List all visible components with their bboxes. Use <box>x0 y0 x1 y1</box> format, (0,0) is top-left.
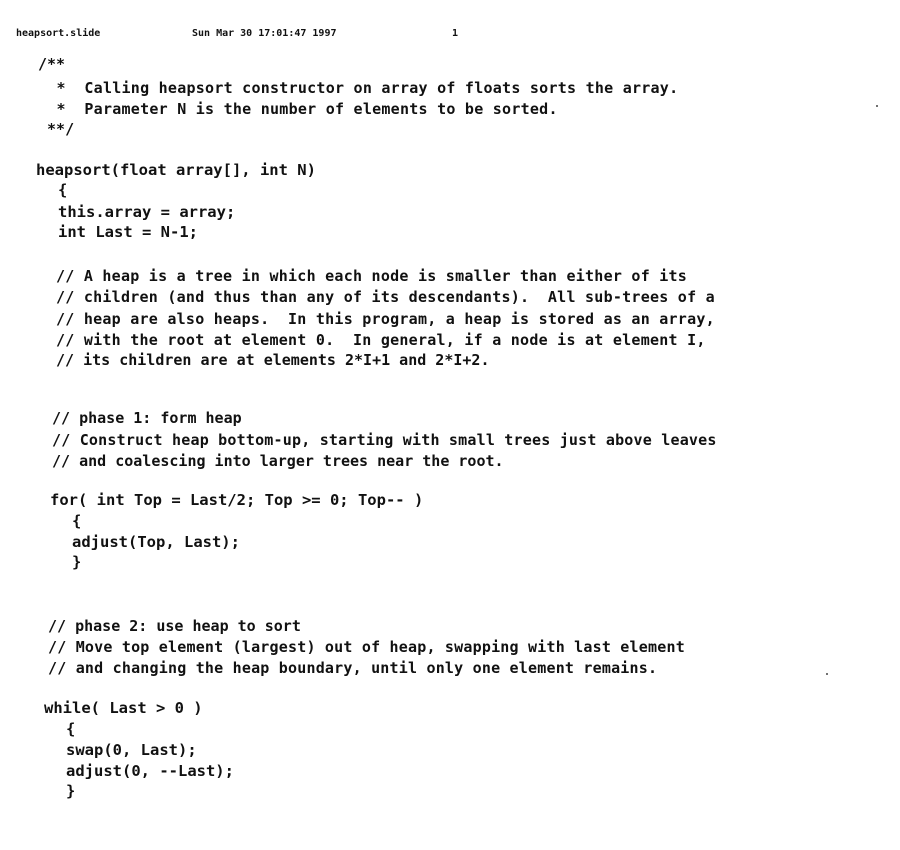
code-line: adjust(0, --Last); <box>66 762 234 780</box>
code-line: this.array = array; <box>58 203 236 221</box>
code-line: int Last = N-1; <box>58 223 198 241</box>
code-line: // phase 1: form heap <box>52 409 242 427</box>
code-line: * Parameter N is the number of elements to be sorted. <box>38 100 558 118</box>
scan-speck <box>876 105 878 107</box>
code-line: { <box>66 720 76 738</box>
code-line: adjust(Top, Last); <box>72 533 240 551</box>
code-line: for( int Top = Last/2; Top >= 0; Top-- ) <box>50 491 424 509</box>
code-line: // A heap is a tree in which each node is smaller than either of its <box>56 267 688 285</box>
code-line: // and coalescing into larger trees near the root. <box>52 452 504 470</box>
code-line: heapsort(float array[], int N) <box>36 161 316 179</box>
header-filename: heapsort.slide <box>16 28 101 39</box>
code-line: **/ <box>38 120 75 138</box>
code-line: swap(0, Last); <box>66 741 197 759</box>
code-line: // and changing the heap boundary, until only one element remains. <box>48 659 658 677</box>
code-line: // phase 2: use heap to sort <box>48 617 301 635</box>
code-line: { <box>58 181 68 199</box>
code-line: /** <box>38 55 66 73</box>
code-line: // Move top element (largest) out of heap, swapping with last element <box>48 638 685 656</box>
code-line: } <box>72 553 82 571</box>
code-line: while( Last > 0 ) <box>44 699 203 717</box>
code-line: // with the root at element 0. In general, if a node is at element I, <box>56 331 706 349</box>
code-line: // heap are also heaps. In this program, a heap is stored as an array, <box>56 310 715 328</box>
header-date: Sun Mar 30 17:01:47 1997 <box>192 28 337 39</box>
code-line: } <box>66 782 76 800</box>
scan-speck <box>826 673 828 675</box>
code-line: { <box>72 512 82 530</box>
code-line: // its children are at elements 2*I+1 and 2*I+2. <box>56 351 490 369</box>
code-line: // Construct heap bottom-up, starting with small trees just above leaves <box>52 431 717 449</box>
code-line: // children (and thus than any of its descendants). All sub-trees of a <box>56 288 715 306</box>
code-line: * Calling heapsort constructor on array of floats sorts the array. <box>38 79 679 97</box>
header-page-number: 1 <box>452 28 459 39</box>
